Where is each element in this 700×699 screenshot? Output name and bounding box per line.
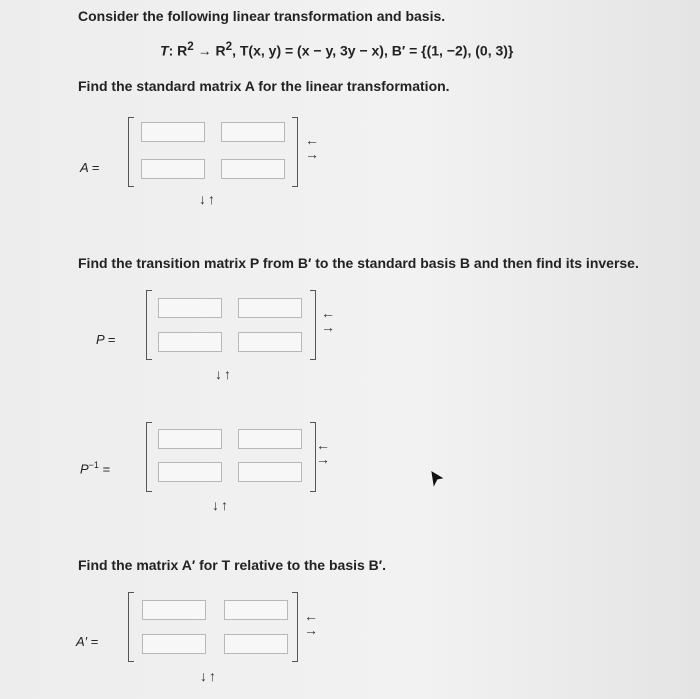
matrix-p-inverse-row-arrows [316,438,334,478]
matrix-p-column-arrows[interactable]: ↓↑ [215,366,233,382]
mouse-cursor-icon [430,470,444,488]
matrix-p-row-arrows [321,306,339,346]
matrix-a-label-text: A [80,160,89,175]
equals-sign: = [90,634,99,649]
matrix-a-label [80,160,99,175]
add-row-icon[interactable]: → [321,319,335,335]
matrix-p-cell-21[interactable] [158,332,222,352]
matrix-a-cell-21[interactable] [141,159,205,179]
formula-codomain: → R [193,42,226,59]
matrix-p [146,290,316,358]
equals-sign: = [91,160,100,175]
equals-sign: = [102,461,111,477]
matrix-a-prime-label [76,634,98,649]
add-row-icon[interactable]: → [305,146,319,162]
matrix-a-prime [128,592,298,660]
right-bracket [310,290,316,360]
matrix-p-inverse-column-arrows[interactable]: ↓↑ [212,497,230,513]
matrix-a-prime-cell-12[interactable] [224,600,288,620]
question-transition-matrix: Find the transition matrix P from B′ to the standard basis B and then find its inverse. [78,255,639,271]
formula-definition: , T(x, y) = (x − y, 3y − x), B′ = {(1, −2), (0, 3)} [232,42,514,59]
remove-row-icon[interactable]: ← [316,437,330,453]
matrix-a-prime-label-text: A′ [76,634,88,649]
left-bracket [146,290,152,360]
matrix-a-prime-row-arrows [304,609,322,649]
matrix-a-cell-12[interactable] [221,122,285,142]
right-bracket [292,117,298,187]
remove-row-icon[interactable]: ← [321,305,335,321]
matrix-a-prime-column-arrows[interactable]: ↓↑ [200,668,218,684]
intro-text: Consider the following linear transformation and basis. [78,8,446,24]
remove-row-icon[interactable]: ← [304,608,318,624]
matrix-p-cell-11[interactable] [158,298,222,318]
left-bracket [128,117,134,187]
question-relative-matrix-text: Find the matrix A′ for T relative to the basis B′. [78,557,387,573]
formula-domain-exp: 2 [187,40,194,53]
matrix-p-cell-12[interactable] [238,298,302,318]
formula-codomain-exp: 2 [225,40,233,53]
matrix-a-prime-cell-21[interactable] [142,634,206,654]
matrix-p-inverse-label [80,460,110,476]
matrix-p-inverse [146,422,316,490]
question-relative-matrix [78,557,386,573]
formula-domain: : R [168,42,188,59]
equals-sign: = [107,332,116,347]
matrix-a-prime-cell-22[interactable] [224,634,288,654]
matrix-a-cell-22[interactable] [221,159,285,179]
transformation-formula [160,40,513,59]
matrix-a-prime-cell-11[interactable] [142,600,206,620]
inverse-exponent: −1 [88,460,99,470]
matrix-p-inverse-cell-22[interactable] [238,462,302,482]
matrix-p-label [96,332,115,347]
matrix-a-cell-11[interactable] [141,122,205,142]
matrix-a-column-arrows[interactable]: ↓↑ [199,191,217,207]
matrix-p-inverse-cell-12[interactable] [238,429,302,449]
add-row-icon[interactable]: → [316,451,330,467]
matrix-a-row-arrows [305,133,323,173]
add-row-icon[interactable]: → [304,622,318,638]
matrix-p-label-text: P [96,332,105,347]
matrix-p-inverse-cell-21[interactable] [158,462,222,482]
right-bracket [292,592,298,662]
question-standard-matrix: Find the standard matrix A for the linear transformation. [78,78,450,94]
matrix-p-cell-22[interactable] [238,332,302,352]
matrix-a [128,117,298,185]
matrix-p-inverse-cell-11[interactable] [158,429,222,449]
formula-T: T [160,42,169,59]
left-bracket [128,592,134,662]
left-bracket [146,422,152,492]
remove-row-icon[interactable]: ← [305,132,319,148]
matrix-p-inverse-label-text: P [80,461,89,477]
